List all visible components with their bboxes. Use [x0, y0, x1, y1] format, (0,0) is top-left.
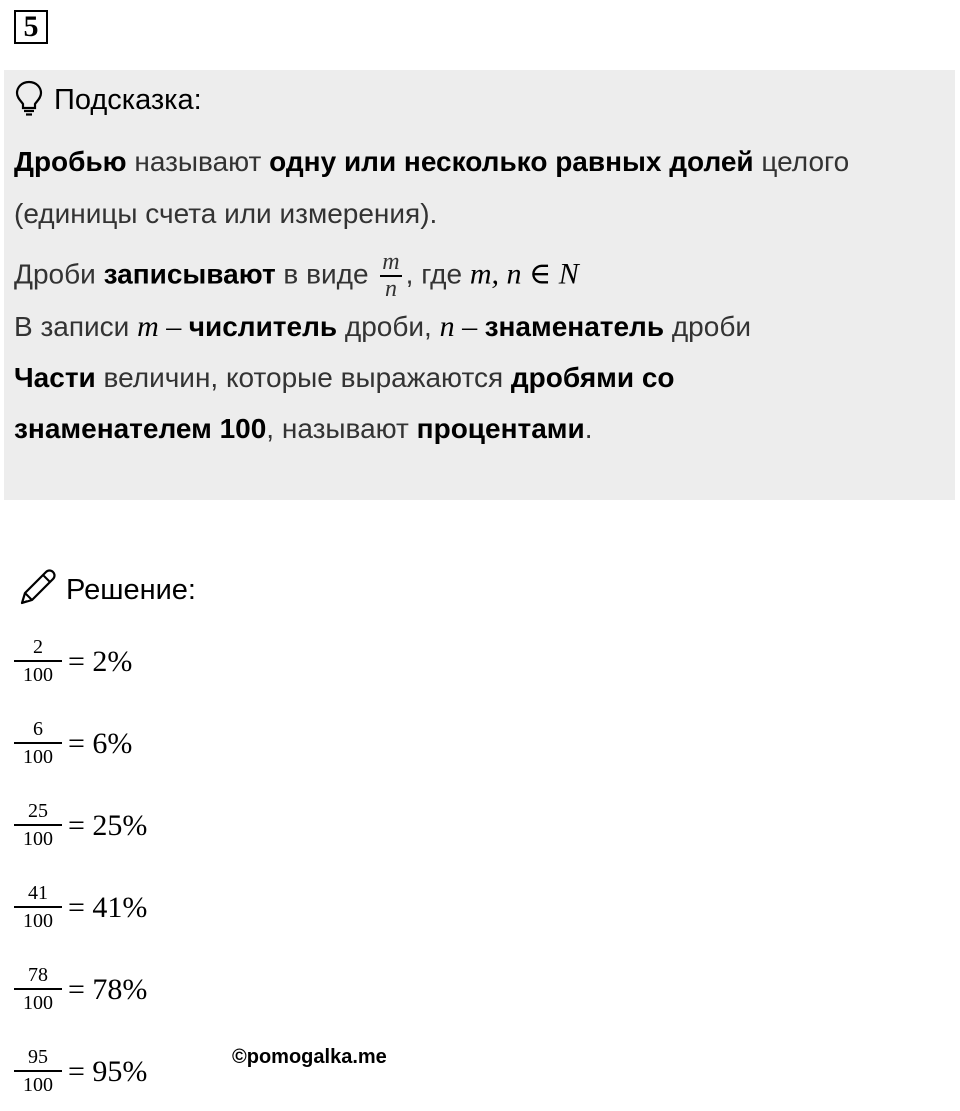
element-of-symbol: ∈ — [521, 257, 559, 291]
math-var-m: m — [137, 310, 159, 343]
equation-row — [14, 800, 147, 851]
hint-bold-text: дробями со — [510, 362, 675, 393]
equation-result: = 41% — [68, 890, 148, 924]
pencil-icon — [16, 567, 58, 614]
lightbulb-icon — [14, 79, 44, 122]
fraction — [14, 636, 62, 687]
solution-title: Решение: — [66, 573, 196, 606]
hint-text: дроби, — [337, 311, 440, 342]
hint-text: величин, которые выражаются — [95, 362, 511, 393]
fraction-denominator: 100 — [23, 746, 53, 768]
hint-text: . — [584, 413, 593, 444]
hint-bold-text: Части — [14, 362, 96, 393]
fraction — [14, 800, 62, 851]
hint-title: Подсказка: — [54, 83, 202, 116]
equation-row — [14, 636, 132, 687]
term-fraction: Дробью — [14, 146, 127, 177]
fraction — [14, 964, 62, 1015]
fraction-numerator: 6 — [14, 718, 62, 744]
hint-text: , где — [405, 258, 470, 290]
hint-text: целого — [753, 146, 850, 177]
hint-line-notation — [14, 250, 579, 302]
fraction-numerator: 2 — [14, 636, 62, 662]
fraction-denominator: 100 — [23, 992, 53, 1014]
fraction-m-over-n — [380, 250, 401, 302]
fraction-denominator: n — [384, 276, 397, 303]
hint-text: дроби — [664, 311, 752, 342]
term-numerator: числитель — [188, 311, 338, 342]
fraction — [14, 882, 62, 933]
hint-line-units: (единицы счета или измерения). — [14, 198, 438, 229]
fraction-numerator: 25 — [14, 800, 62, 826]
fraction-denominator: 100 — [23, 664, 53, 686]
fraction-denominator: 100 — [23, 910, 53, 932]
math-var-n: n — [439, 310, 455, 343]
equation-row — [14, 1046, 147, 1097]
fraction-denominator: 100 — [23, 1074, 53, 1096]
hint-bold-text: записывают — [103, 258, 276, 290]
hint-text: В записи — [14, 311, 138, 342]
hint-text: Дроби — [14, 258, 104, 290]
hint-line-percent-1 — [14, 362, 675, 394]
hint-header — [14, 80, 202, 120]
equation-result: = 25% — [68, 808, 148, 842]
hint-line-parts — [14, 310, 751, 344]
dash: – — [158, 310, 189, 343]
equation-result: = 2% — [68, 644, 133, 678]
hint-text: , называют — [266, 413, 417, 444]
fraction-numerator: 95 — [14, 1046, 62, 1072]
fraction-numerator: 41 — [14, 882, 62, 908]
equation-result: = 95% — [68, 1054, 148, 1088]
hint-bold-text: одну или несколько равных долей — [269, 146, 754, 177]
equation-row — [14, 718, 132, 769]
hint-line-percent-2 — [14, 413, 592, 445]
solution-header — [16, 568, 196, 612]
hint-text: называют — [126, 146, 270, 177]
dash: – — [454, 310, 485, 343]
natural-numbers-set: N — [558, 257, 579, 291]
hint-bold-text: знаменателем 100 — [14, 413, 267, 444]
equation-row — [14, 882, 147, 933]
fraction — [14, 718, 62, 769]
term-denominator: знаменатель — [484, 311, 665, 342]
equation-row — [14, 964, 147, 1015]
term-percents: процентами — [416, 413, 585, 444]
hint-line-definition — [14, 146, 849, 178]
equation-result: = 6% — [68, 726, 133, 760]
math-vars: m, n — [469, 257, 522, 291]
fraction-numerator: 78 — [14, 964, 62, 990]
watermark: ©pomogalka.me — [232, 1046, 387, 1068]
task-number: 5 — [14, 10, 48, 44]
fraction-denominator: 100 — [23, 828, 53, 850]
fraction-numerator: m — [380, 250, 401, 277]
fraction — [14, 1046, 62, 1097]
equation-result: = 78% — [68, 972, 148, 1006]
hint-text: в виде — [275, 258, 377, 290]
